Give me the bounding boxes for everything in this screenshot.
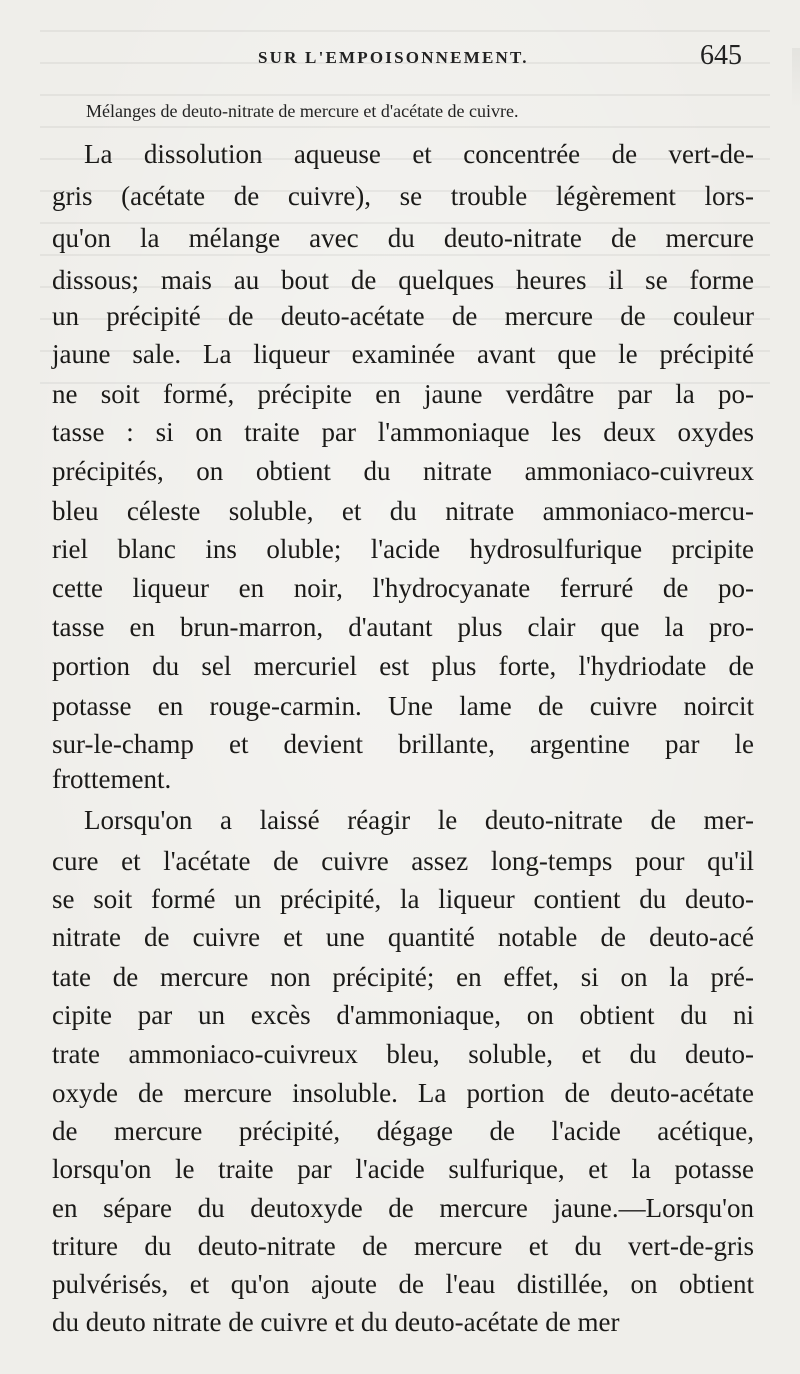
text-line: précipités, on obtient du nitrate ammoniaco-cuivreux: [52, 456, 754, 486]
text-line: en sépare du deutoxyde de mercure jaune.—Lorsqu'on: [52, 1193, 754, 1223]
running-head: SUR L'EMPOISONNEMENT.: [258, 48, 529, 67]
text-line: dissous; mais au bout de quelques heures il se forme: [52, 265, 754, 295]
text-line: La dissolution aqueuse et concentrée de vert-de-: [84, 139, 754, 169]
text-line: potasse en rouge-carmin. Une lame de cuivre noircit: [52, 691, 754, 721]
text-line: cure et l'acétate de cuivre assez long-temps pour qu'il: [52, 846, 754, 876]
text-line: jaune sale. La liqueur examinée avant que le précipité: [52, 339, 754, 369]
text-line: tate de mercure non précipité; en effet, si on la pré-: [52, 962, 754, 992]
text-line: cette liqueur en noir, l'hydrocyanate ferruré de po-: [52, 573, 754, 603]
text-line: sur-le-champ et devient brillante, argentine par le: [52, 729, 754, 759]
text-line: portion du sel mercuriel est plus forte, l'hydriodate de: [52, 651, 754, 681]
text-line: du deuto nitrate de cuivre et du deuto-acétate de mer: [52, 1307, 620, 1337]
text-line: de mercure précipité, dégage de l'acide acétique,: [52, 1116, 754, 1146]
text-line: cipite par un excès d'ammoniaque, on obtient du ni: [52, 1000, 754, 1030]
text-line: nitrate de cuivre et une quantité notable de deuto-acé: [52, 922, 754, 952]
text-line: gris (acétate de cuivre), se trouble légèrement lors-: [52, 181, 754, 211]
section-subtitle: Mélanges de deuto-nitrate de mercure et d'acétate de cuivre.: [86, 101, 519, 121]
text-line: se soit formé un précipité, la liqueur contient du deuto-: [52, 884, 754, 914]
text-line: lorsqu'on le traite par l'acide sulfurique, et la potasse: [52, 1154, 754, 1184]
page-edge-shadow: [792, 48, 800, 108]
text-line: ne soit formé, précipite en jaune verdâtre par la po-: [52, 379, 754, 409]
text-line: oxyde de mercure insoluble. La portion de deuto-acétate: [52, 1078, 754, 1108]
text-line: Lorsqu'on a laissé réagir le deuto-nitrate de mer-: [84, 805, 754, 835]
text-line: tasse en brun-marron, d'autant plus clair que la pro-: [52, 612, 754, 642]
text-line: triture du deuto-nitrate de mercure et du vert-de-gris: [52, 1231, 754, 1261]
text-line: tasse : si on traite par l'ammoniaque les deux oxydes: [52, 417, 754, 447]
text-line: trate ammoniaco-cuivreux bleu, soluble, et du deuto-: [52, 1039, 754, 1069]
text-line: qu'on la mélange avec du deuto-nitrate de mercure: [52, 223, 754, 253]
text-line: un précipité de deuto-acétate de mercure de couleur: [52, 301, 754, 331]
text-line: pulvérisés, et qu'on ajoute de l'eau distillée, on obtient: [52, 1269, 754, 1299]
text-line: frottement.: [52, 764, 172, 794]
page-number: 645: [700, 40, 742, 71]
text-line: riel blanc ins oluble; l'acide hydrosulfurique prcipite: [52, 534, 754, 564]
text-line: bleu céleste soluble, et du nitrate ammoniaco-mercu-: [52, 496, 754, 526]
